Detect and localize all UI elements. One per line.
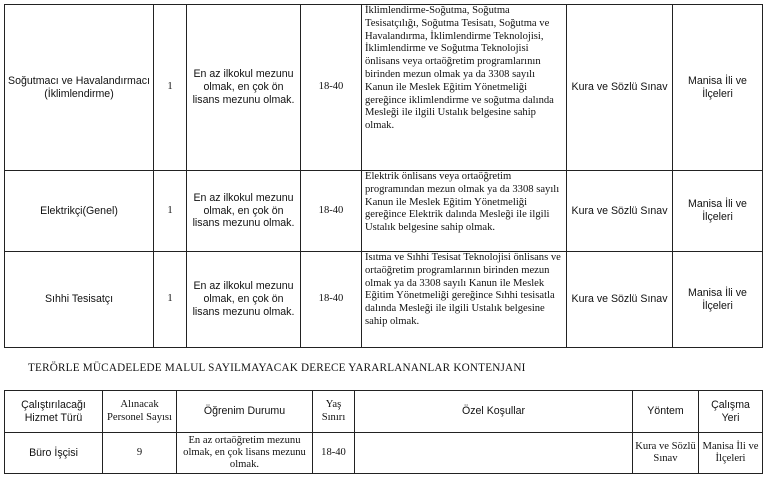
count-cell: 1 (154, 5, 187, 171)
header-conditions: Özel Koşullar (355, 391, 633, 433)
method-cell: Kura ve Sözlü Sınav (633, 433, 699, 474)
position-cell: Sıhhi Tesisatçı (5, 252, 154, 348)
conditions-cell: Isıtma ve Sıhhi Tesisat Teknolojisi önlisans ve ortaöğretim programlarının birinden mezun olmak ya da 3308 sayılı Kanun ile Meslek Eğitim Yönetmeliği gereğince Sıhhi tesisatla dalında Mesleği ile ilgili Ustalık belgesine sahip olmak. (362, 252, 567, 348)
header-count: Alınacak Personel Sayısı (103, 391, 177, 433)
table-row (5, 5, 763, 171)
count-cell: 9 (103, 433, 177, 474)
education-cell: En az ilkokul mezunu olmak, en çok ön lisans mezunu olmak. (187, 252, 301, 348)
count-cell: 1 (154, 252, 187, 348)
positions-table-quota (4, 390, 763, 474)
table-row (5, 433, 763, 474)
header-location: Çalışma Yeri (699, 391, 763, 433)
count-cell: 1 (154, 171, 187, 252)
header-method: Yöntem (633, 391, 699, 433)
education-cell: En az ortaöğretim mezunu olmak, en çok lisans mezunu olmak. (177, 433, 313, 474)
conditions-cell: Elektrik önlisans veya ortaöğretim programından mezun olmak ya da 3308 sayılı Kanun ile Meslek Eğitim Yönetmeliği gereğince Elektrik dalında Mesleği ile ilgili Ustalık belgesine sahip olmak. (362, 171, 567, 252)
education-cell: En az ilkokul mezunu olmak, en çok ön lisans mezunu olmak. (187, 5, 301, 171)
age-cell: 18-40 (301, 5, 362, 171)
conditions-cell: İklimlendirme-Soğutma, Soğutma Tesisatçılığı, Soğutma Tesisatı, Soğutma ve Havalandırma, İklimlendirme Teknolojisi, İklimlendirme ve Soğutma Teknolojisi önlisans veya ortaöğretim programlarının birinden mezun olmak ya da 3308 sayılı Kanun ile Meslek Eğitim Yönetmeliği gereğince iklimlendirme ve soğutma dalında Mesleği ile ilgili Ustalık belgesine sahip olmak. (362, 5, 567, 171)
header-position: Çalıştırılacağı Hizmet Türü (5, 391, 103, 433)
position-cell: Elektrikçi(Genel) (5, 171, 154, 252)
age-cell: 18-40 (301, 171, 362, 252)
location-cell: Manisa İli ve İlçeleri (699, 433, 763, 474)
age-cell: 18-40 (313, 433, 355, 474)
method-cell: Kura ve Sözlü Sınav (567, 5, 673, 171)
table-row (5, 252, 763, 348)
position-cell: Büro İşçisi (5, 433, 103, 474)
table-row (5, 171, 763, 252)
method-cell: Kura ve Sözlü Sınav (567, 252, 673, 348)
method-cell: Kura ve Sözlü Sınav (567, 171, 673, 252)
location-cell: Manisa İli ve İlçeleri (673, 5, 763, 171)
header-row (5, 391, 763, 433)
age-cell: 18-40 (301, 252, 362, 348)
section-title: TERÖRLE MÜCADELEDE MALUL SAYILMAYACAK DERECE YARARLANANLAR KONTENJANI (28, 362, 526, 374)
positions-table-main (4, 4, 763, 348)
conditions-cell (355, 433, 633, 474)
location-cell: Manisa İli ve İlçeleri (673, 252, 763, 348)
education-cell: En az ilkokul mezunu olmak, en çok ön lisans mezunu olmak. (187, 171, 301, 252)
header-age: Yaş Sınırı (313, 391, 355, 433)
position-cell: Soğutmacı ve Havalandırmacı (İklimlendirme) (5, 5, 154, 171)
header-education: Öğrenim Durumu (177, 391, 313, 433)
location-cell: Manisa İli ve İlçeleri (673, 171, 763, 252)
